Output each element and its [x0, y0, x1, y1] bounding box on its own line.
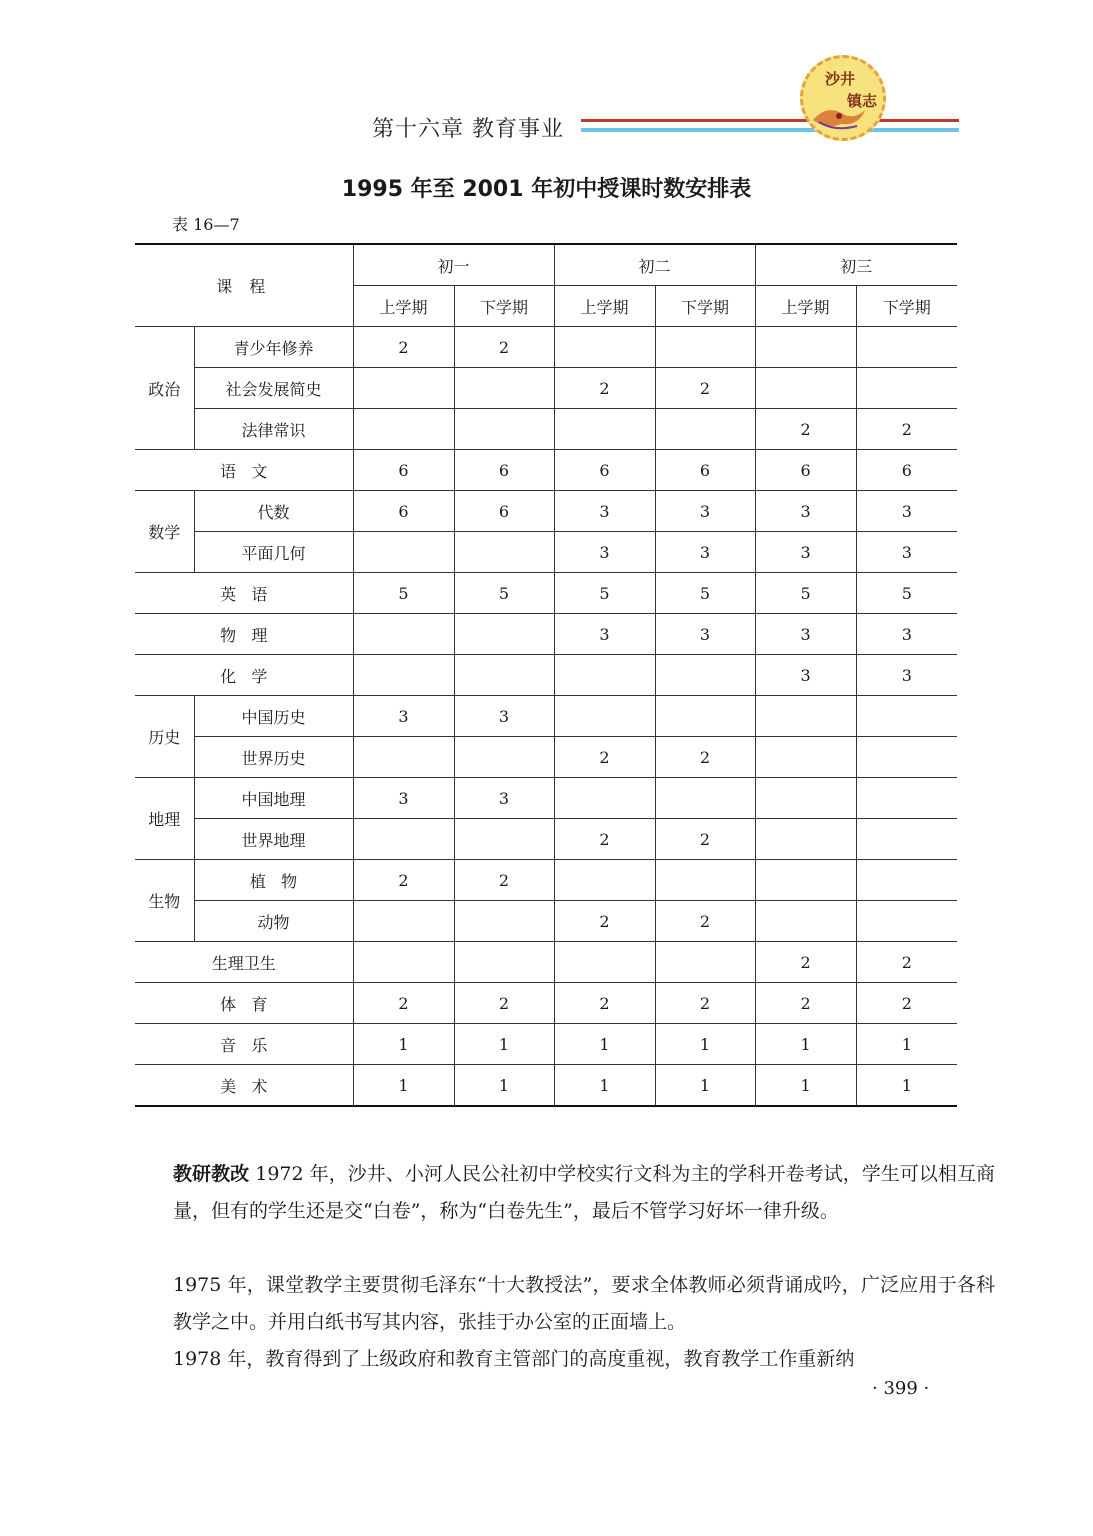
- hours-cell: 3: [554, 614, 655, 655]
- hours-cell: [454, 409, 554, 450]
- hours-cell: 1: [755, 1024, 856, 1065]
- hours-cell: [856, 819, 957, 860]
- table-row: [135, 819, 957, 860]
- hours-cell: 2: [554, 737, 655, 778]
- hours-cell: 1: [755, 1065, 856, 1107]
- hours-cell: 3: [755, 491, 856, 532]
- hours-cell: [755, 368, 856, 409]
- hours-cell: 2: [755, 983, 856, 1024]
- hours-cell: 3: [353, 778, 454, 819]
- table-row: [135, 491, 957, 532]
- hours-cell: [454, 901, 554, 942]
- hours-cell: 1: [353, 1065, 454, 1107]
- hours-cell: 6: [655, 450, 755, 491]
- hours-cell: [856, 778, 957, 819]
- course-name-cell: 平面几何: [194, 532, 353, 573]
- course-name-cell: 世界历史: [194, 737, 353, 778]
- hours-cell: 3: [856, 614, 957, 655]
- seal-text-line2: 镇志: [847, 92, 878, 110]
- hours-cell: [755, 737, 856, 778]
- hours-cell: 3: [755, 532, 856, 573]
- paragraph-3: 1978 年，教育得到了上级政府和教育主管部门的高度重视，教育教学工作重新纳: [173, 1348, 855, 1370]
- hours-cell: 1: [454, 1065, 554, 1107]
- hours-cell: [856, 737, 957, 778]
- hours-cell: [655, 942, 755, 983]
- hours-cell: 1: [454, 1024, 554, 1065]
- hours-cell: 3: [454, 696, 554, 737]
- table-number: 表 16—7: [172, 215, 240, 234]
- hours-cell: 2: [856, 409, 957, 450]
- hours-cell: [554, 696, 655, 737]
- course-name-cell: 语 文: [135, 450, 353, 491]
- hours-cell: 5: [755, 573, 856, 614]
- hours-cell: [454, 942, 554, 983]
- hours-cell: 2: [655, 737, 755, 778]
- hours-cell: [353, 532, 454, 573]
- hours-cell: 5: [353, 573, 454, 614]
- hours-cell: 2: [353, 983, 454, 1024]
- hours-cell: 3: [655, 532, 755, 573]
- hours-cell: 2: [655, 901, 755, 942]
- table-row: [135, 942, 957, 983]
- hours-cell: [353, 614, 454, 655]
- hours-cell: [856, 368, 957, 409]
- hours-cell: 2: [655, 819, 755, 860]
- hours-cell: 3: [554, 532, 655, 573]
- paragraph-1-text: 1972 年，沙井、小河人民公社初中学校实行文科为主的学科开卷考试，学生可以相互商量，但有的学生还是交“白卷”，称为“白卷先生”，最后不管学习好坏一律升级。: [173, 1163, 995, 1222]
- hours-cell: 3: [856, 532, 957, 573]
- course-header-cell: 课 程: [135, 244, 353, 327]
- hours-cell: [554, 655, 655, 696]
- hours-cell: [454, 655, 554, 696]
- table-row: [135, 778, 957, 819]
- hours-cell: 5: [454, 573, 554, 614]
- hours-cell: 1: [554, 1065, 655, 1107]
- table-row: [135, 696, 957, 737]
- hours-cell: 2: [454, 860, 554, 901]
- semester-header-cell: 下学期: [655, 286, 755, 327]
- hours-cell: [655, 696, 755, 737]
- hours-cell: 2: [856, 942, 957, 983]
- subject-group-cell: 政治: [135, 327, 194, 450]
- course-name-cell: 中国地理: [194, 778, 353, 819]
- hours-cell: 1: [856, 1024, 957, 1065]
- hours-cell: 2: [655, 368, 755, 409]
- course-name-cell: 法律常识: [194, 409, 353, 450]
- hours-cell: 2: [554, 819, 655, 860]
- hours-cell: 6: [353, 491, 454, 532]
- paragraph-1: [135, 1156, 995, 1230]
- gazetteer-seal-logo: [800, 55, 886, 141]
- hours-cell: [856, 327, 957, 368]
- hours-cell: [554, 778, 655, 819]
- hours-cell: 2: [655, 983, 755, 1024]
- hours-cell: 2: [353, 327, 454, 368]
- subject-group-cell: 数学: [135, 491, 194, 573]
- table-row: [135, 409, 957, 450]
- hours-cell: [554, 860, 655, 901]
- semester-header-cell: 上学期: [353, 286, 454, 327]
- semester-header-cell: 上学期: [554, 286, 655, 327]
- table-row: [135, 450, 957, 491]
- hours-cell: [353, 901, 454, 942]
- hours-cell: 1: [856, 1065, 957, 1107]
- hours-cell: 6: [856, 450, 957, 491]
- grade-header-cell: 初一: [353, 244, 554, 286]
- hours-cell: 2: [353, 860, 454, 901]
- table-header-row: [135, 244, 957, 286]
- table-row: [135, 860, 957, 901]
- hours-cell: [655, 655, 755, 696]
- hours-cell: 3: [454, 778, 554, 819]
- course-name-cell: 化 学: [135, 655, 353, 696]
- course-name-cell: 生理卫生: [135, 942, 353, 983]
- hours-cell: 6: [353, 450, 454, 491]
- grade-header-cell: 初三: [755, 244, 957, 286]
- hours-cell: [353, 737, 454, 778]
- table-row: [135, 368, 957, 409]
- hours-cell: [554, 942, 655, 983]
- hours-cell: 2: [856, 983, 957, 1024]
- grade-header-cell: 初二: [554, 244, 755, 286]
- hours-cell: [353, 409, 454, 450]
- hours-cell: 6: [755, 450, 856, 491]
- hours-cell: [353, 368, 454, 409]
- hours-cell: 2: [454, 327, 554, 368]
- hours-cell: [856, 901, 957, 942]
- table-row: [135, 1024, 957, 1065]
- table-row: [135, 532, 957, 573]
- course-name-cell: 体 育: [135, 983, 353, 1024]
- semester-header-cell: 下学期: [856, 286, 957, 327]
- table-row: [135, 901, 957, 942]
- hours-cell: [353, 655, 454, 696]
- header-rule-blue: [581, 128, 959, 132]
- course-name-cell: 中国历史: [194, 696, 353, 737]
- table-row: [135, 614, 957, 655]
- seal-text-line1: 沙井: [825, 70, 856, 88]
- phoenix-icon: [809, 100, 869, 134]
- table-row: [135, 573, 957, 614]
- hours-cell: 2: [755, 942, 856, 983]
- hours-cell: 3: [856, 491, 957, 532]
- hours-cell: 5: [856, 573, 957, 614]
- course-name-cell: 物 理: [135, 614, 353, 655]
- course-name-cell: 植 物: [194, 860, 353, 901]
- hours-cell: 3: [655, 614, 755, 655]
- hours-cell: 6: [454, 450, 554, 491]
- hours-cell: 6: [454, 491, 554, 532]
- course-name-cell: 音 乐: [135, 1024, 353, 1065]
- hours-cell: 2: [554, 901, 655, 942]
- course-name-cell: 世界地理: [194, 819, 353, 860]
- table-row: [135, 737, 957, 778]
- hours-cell: 5: [554, 573, 655, 614]
- hours-cell: 1: [655, 1024, 755, 1065]
- hours-cell: 1: [554, 1024, 655, 1065]
- hours-cell: [655, 327, 755, 368]
- section-term: 教研教改: [173, 1163, 250, 1185]
- course-name-cell: 美 术: [135, 1065, 353, 1107]
- hours-cell: 3: [755, 614, 856, 655]
- course-name-cell: 动物: [194, 901, 353, 942]
- subject-group-cell: 地理: [135, 778, 194, 860]
- course-name-cell: 英 语: [135, 573, 353, 614]
- hours-cell: [554, 327, 655, 368]
- course-name-cell: 代数: [194, 491, 353, 532]
- table-title: 1995 年至 2001 年初中授课时数安排表: [341, 177, 752, 202]
- hours-cell: [856, 860, 957, 901]
- hours-cell: [454, 532, 554, 573]
- semester-header-cell: 上学期: [755, 286, 856, 327]
- hours-cell: 2: [755, 409, 856, 450]
- hours-cell: [755, 901, 856, 942]
- hours-cell: [755, 778, 856, 819]
- hours-cell: 5: [655, 573, 755, 614]
- hours-cell: [856, 696, 957, 737]
- hours-cell: 3: [755, 655, 856, 696]
- hours-cell: 2: [454, 983, 554, 1024]
- hours-cell: [755, 819, 856, 860]
- hours-cell: [755, 696, 856, 737]
- table-row: [135, 1065, 957, 1107]
- page-number: · 399 ·: [872, 1378, 930, 1399]
- hours-cell: [554, 409, 655, 450]
- hours-cell: [655, 778, 755, 819]
- course-name-cell: 青少年修养: [194, 327, 353, 368]
- header-rule-red: [581, 119, 959, 122]
- hours-cell: 6: [554, 450, 655, 491]
- hours-cell: 3: [353, 696, 454, 737]
- table-row: [135, 327, 957, 368]
- class-hours-table: [135, 243, 957, 1107]
- semester-header-cell: 下学期: [454, 286, 554, 327]
- table-row: [135, 983, 957, 1024]
- hours-cell: [454, 614, 554, 655]
- hours-cell: 3: [554, 491, 655, 532]
- chapter-title: 第十六章 教育事业: [372, 117, 564, 142]
- table-row: [135, 655, 957, 696]
- hours-cell: 1: [353, 1024, 454, 1065]
- subject-group-cell: 历史: [135, 696, 194, 778]
- hours-cell: [655, 409, 755, 450]
- hours-cell: 2: [554, 983, 655, 1024]
- hours-cell: [353, 942, 454, 983]
- subject-group-cell: 生物: [135, 860, 194, 942]
- hours-cell: 2: [554, 368, 655, 409]
- hours-cell: [655, 860, 755, 901]
- hours-cell: [454, 368, 554, 409]
- hours-cell: 3: [856, 655, 957, 696]
- hours-cell: 1: [655, 1065, 755, 1107]
- hours-cell: [755, 860, 856, 901]
- hours-cell: [755, 327, 856, 368]
- hours-cell: 3: [655, 491, 755, 532]
- course-name-cell: 社会发展简史: [194, 368, 353, 409]
- paragraph-2: 1975 年，课堂教学主要贯彻毛泽东“十大教授法”，要求全体教师必须背诵成吟，广泛应用于各科教学之中。并用白纸书写其内容，张挂于办公室的正面墙上。: [173, 1274, 995, 1333]
- hours-cell: [454, 737, 554, 778]
- hours-cell: [353, 819, 454, 860]
- hours-cell: [454, 819, 554, 860]
